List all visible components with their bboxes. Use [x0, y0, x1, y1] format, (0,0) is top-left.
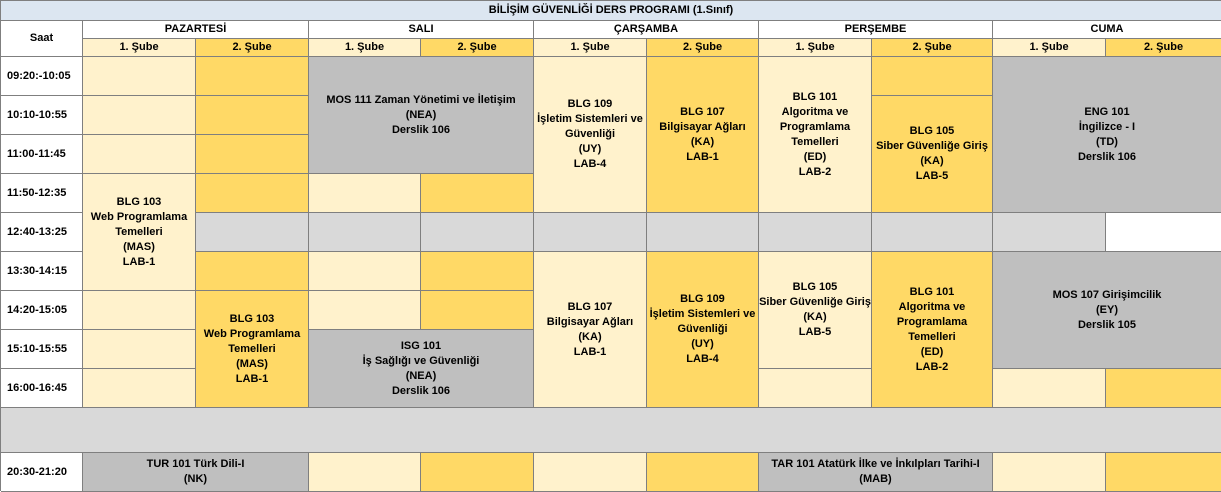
- course-block: BLG 109 İşletim Sistemleri ve Güvenliği (UY) LAB-4: [534, 57, 647, 213]
- sube-2-header: 2. Şube: [647, 39, 759, 57]
- empty-slot: [196, 252, 309, 291]
- day-header: SALI: [309, 21, 534, 39]
- empty-slot: [534, 453, 647, 492]
- course-block: BLG 101 Algoritma ve Programlama Temelleri (ED) LAB-2: [759, 57, 872, 213]
- lunch-break: [872, 213, 993, 252]
- empty-slot: [872, 57, 993, 96]
- break-row: [1, 408, 1221, 453]
- time-slot: 11:50-12:35: [1, 174, 83, 213]
- course-block: BLG 103 Web Programlama Temelleri (MAS) LAB-1: [83, 174, 196, 291]
- lunch-break: [309, 213, 421, 252]
- empty-slot: [309, 174, 421, 213]
- empty-slot: [759, 369, 872, 408]
- sube-1-header: 1. Şube: [534, 39, 647, 57]
- sube-2-header: 2. Şube: [421, 39, 534, 57]
- empty-slot: [309, 453, 421, 492]
- time-slot: 12:40-13:25: [1, 213, 83, 252]
- empty-slot: [421, 252, 534, 291]
- time-slot: 11:00-11:45: [1, 135, 83, 174]
- lunch-break: [196, 213, 309, 252]
- sube-1-header: 1. Şube: [309, 39, 421, 57]
- course-block: BLG 107 Bilgisayar Ağları (KA) LAB-1: [534, 252, 647, 408]
- lunch-break: [759, 213, 872, 252]
- empty-slot: [83, 96, 196, 135]
- sube-1-header: 1. Şube: [993, 39, 1106, 57]
- empty-slot: [83, 135, 196, 174]
- day-header: CUMA: [993, 21, 1221, 39]
- empty-slot: [196, 96, 309, 135]
- empty-slot: [421, 174, 534, 213]
- course-block: BLG 105 Siber Güvenliğe Giriş (KA) LAB-5: [872, 96, 993, 213]
- saat-header: Saat: [1, 21, 83, 57]
- time-slot: 20:30-21:20: [1, 453, 83, 492]
- empty-slot: [83, 291, 196, 330]
- empty-slot: [83, 369, 196, 408]
- empty-slot: [1106, 213, 1221, 252]
- course-block: ENG 101 İngilizce - I (TD) Derslik 106: [993, 57, 1221, 213]
- sube-1-header: 1. Şube: [759, 39, 872, 57]
- course-block: BLG 109 İşletim Sistemleri ve Güvenliği (UY) LAB-4: [647, 252, 759, 408]
- empty-slot: [993, 453, 1106, 492]
- empty-slot: [1106, 369, 1221, 408]
- course-block: BLG 103 Web Programlama Temelleri (MAS) LAB-1: [196, 291, 309, 408]
- page-title: BİLİŞİM GÜVENLİĞİ DERS PROGRAMI (1.Sınıf): [1, 1, 1221, 21]
- sube-2-header: 2. Şube: [196, 39, 309, 57]
- sube-2-header: 2. Şube: [1106, 39, 1221, 57]
- time-slot: 13:30-14:15: [1, 252, 83, 291]
- day-header: ÇARŞAMBA: [534, 21, 759, 39]
- lunch-break: [647, 213, 759, 252]
- course-block: ISG 101 İş Sağlığı ve Güvenliği (NEA) Derslik 106: [309, 330, 534, 408]
- empty-slot: [421, 291, 534, 330]
- sube-1-header: 1. Şube: [83, 39, 196, 57]
- empty-slot: [309, 252, 421, 291]
- time-slot: 10:10-10:55: [1, 96, 83, 135]
- day-header: PERŞEMBE: [759, 21, 993, 39]
- lunch-break: [421, 213, 534, 252]
- course-block: BLG 101 Algoritma ve Programlama Temelleri (ED) LAB-2: [872, 252, 993, 408]
- empty-slot: [1106, 453, 1221, 492]
- course-block: BLG 105 Siber Güvenliğe Giriş (KA) LAB-5: [759, 252, 872, 369]
- sube-2-header: 2. Şube: [872, 39, 993, 57]
- time-slot: 09:20:-10:05: [1, 57, 83, 96]
- empty-slot: [196, 57, 309, 96]
- time-slot: 16:00-16:45: [1, 369, 83, 408]
- time-slot: 15:10-15:55: [1, 330, 83, 369]
- empty-slot: [83, 330, 196, 369]
- empty-slot: [196, 174, 309, 213]
- empty-slot: [309, 291, 421, 330]
- empty-slot: [196, 135, 309, 174]
- course-block: BLG 107 Bilgisayar Ağları (KA) LAB-1: [647, 57, 759, 213]
- empty-slot: [421, 453, 534, 492]
- empty-slot: [993, 369, 1106, 408]
- lunch-break: [534, 213, 647, 252]
- course-block: MOS 111 Zaman Yönetimi ve İletişim (NEA) Derslik 106: [309, 57, 534, 174]
- lunch-break: [993, 213, 1106, 252]
- time-slot: 14:20-15:05: [1, 291, 83, 330]
- course-block: TAR 101 Atatürk İlke ve İnkılpları Tarihi-I (MAB): [759, 453, 993, 492]
- course-block: TUR 101 Türk Dili-I (NK): [83, 453, 309, 492]
- course-block: MOS 107 Girişimcilik (EY) Derslik 105: [993, 252, 1221, 369]
- day-header: PAZARTESİ: [83, 21, 309, 39]
- empty-slot: [83, 57, 196, 96]
- empty-slot: [647, 453, 759, 492]
